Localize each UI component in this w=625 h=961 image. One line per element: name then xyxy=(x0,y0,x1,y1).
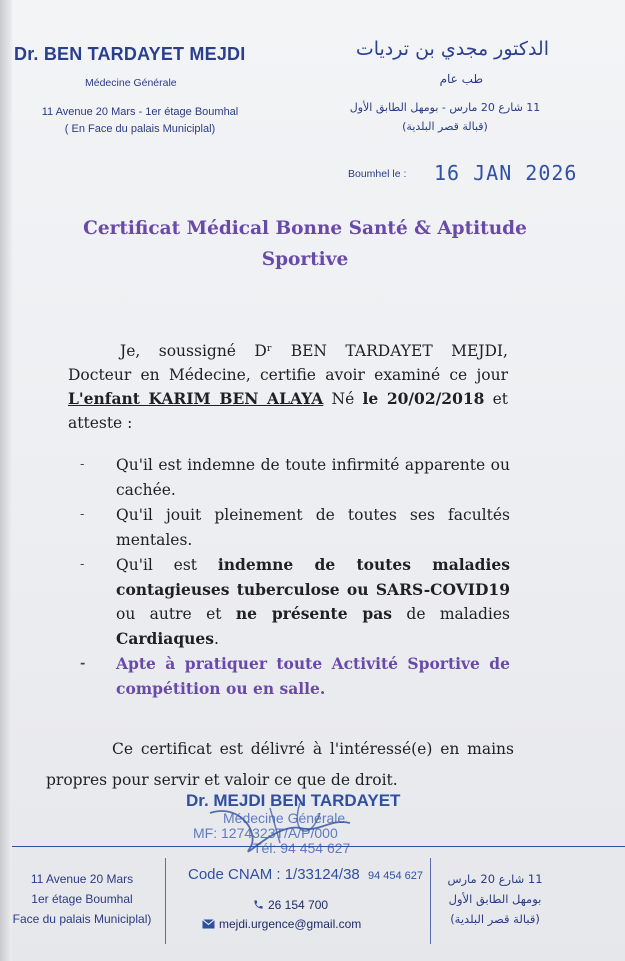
footer-divider xyxy=(0,846,625,847)
intro-paragraph xyxy=(68,339,508,435)
mobile-number: 94 454 627 xyxy=(367,870,424,882)
birth-date: le 20/02/2018 xyxy=(362,389,485,408)
intro-text: Je, soussigné Dʳ BEN TARDAYET MEJDI, Docteur en Médecine, certifie avoir examiné ce jour xyxy=(68,342,508,384)
intro-end: et atteste : xyxy=(68,390,508,432)
address-fr-line2: ( En Face du palais Municiplal) xyxy=(64,123,216,135)
doctor-name-ar: الدكتور مجدي بن ترديات xyxy=(355,38,549,60)
phone-number: 26 154 700 xyxy=(268,898,329,912)
cnam-code: Code CNAM : 1/33124/38 94 454 627 xyxy=(188,866,424,883)
certificate-title xyxy=(60,213,550,275)
closing-paragraph: Ce certificat est délivré à l'intéressé(e) en mains propres pour servir et valoir ce que de droit. xyxy=(46,740,514,789)
footer-address-fr: 11 Avenue 20 Mars 1er étage Boumhal Face du palais Municiplal) xyxy=(12,872,152,926)
phone-icon xyxy=(253,899,264,913)
specialty-fr: Médecine Générale xyxy=(85,77,177,89)
date-stamp: 16 JAN 2026 xyxy=(434,161,578,185)
footer-address-ar: 11 شارع 20 مارس بومهل الطابق الأول (قبالة قصر البلدية) xyxy=(447,872,543,926)
stamp-specialty: Médecine Générale xyxy=(223,810,346,826)
address-ar-line1: 11 شارع 20 مارس - بومهل الطابق الأول xyxy=(349,101,541,114)
address-ar-line2: (قبالة قصر البلدية) xyxy=(402,120,488,133)
title-line2: Sportive xyxy=(261,249,349,270)
envelope-icon xyxy=(202,918,215,932)
phone-line xyxy=(253,898,328,913)
signature-name: Dr. MEJDI BEN TARDAYET xyxy=(186,791,401,810)
title-line1: Certificat Médical Bonne Santé & Aptitude xyxy=(83,218,527,239)
specialty-ar: طب عام xyxy=(439,72,483,86)
attestation-item: - Qu'il est indemne de toute infirmité apparente ou cachée. xyxy=(80,456,510,499)
date-label: Boumhel le : xyxy=(348,168,407,180)
attestation-item: - Qu'il jouit pleinement de toutes ses facultés mentales. xyxy=(80,506,510,549)
address-fr-line1: 11 Avenue 20 Mars - 1er étage Boumhal xyxy=(41,106,239,118)
signature-scribble xyxy=(180,793,410,863)
stamp-mf: MF: 1274323T/A/P/000 xyxy=(193,825,338,841)
stamp-tel: Tél: 94 454 627 xyxy=(253,840,351,856)
attestation-list xyxy=(80,453,510,702)
email-line xyxy=(202,917,361,932)
aptitude-item: - Apte à pratiquer toute Activité Sportive de compétition ou en salle. xyxy=(80,654,510,698)
email-address: mejdi.urgence@gmail.com xyxy=(219,917,362,931)
footer-separator xyxy=(165,858,166,944)
doctor-name-fr: Dr. BEN TARDAYET MEJDI xyxy=(14,44,246,64)
address-fr xyxy=(24,104,256,138)
birth-prefix: Né xyxy=(331,390,355,408)
patient-name: L'enfant KARIM BEN ALAYA xyxy=(68,389,324,408)
attestation-item: - Qu'il est indemne de toutes maladies contagieuses tuberculose ou SARS-COVID19 ou autre et ne présente pas de maladies Cardiaques. xyxy=(80,555,510,648)
address-ar xyxy=(335,98,555,136)
